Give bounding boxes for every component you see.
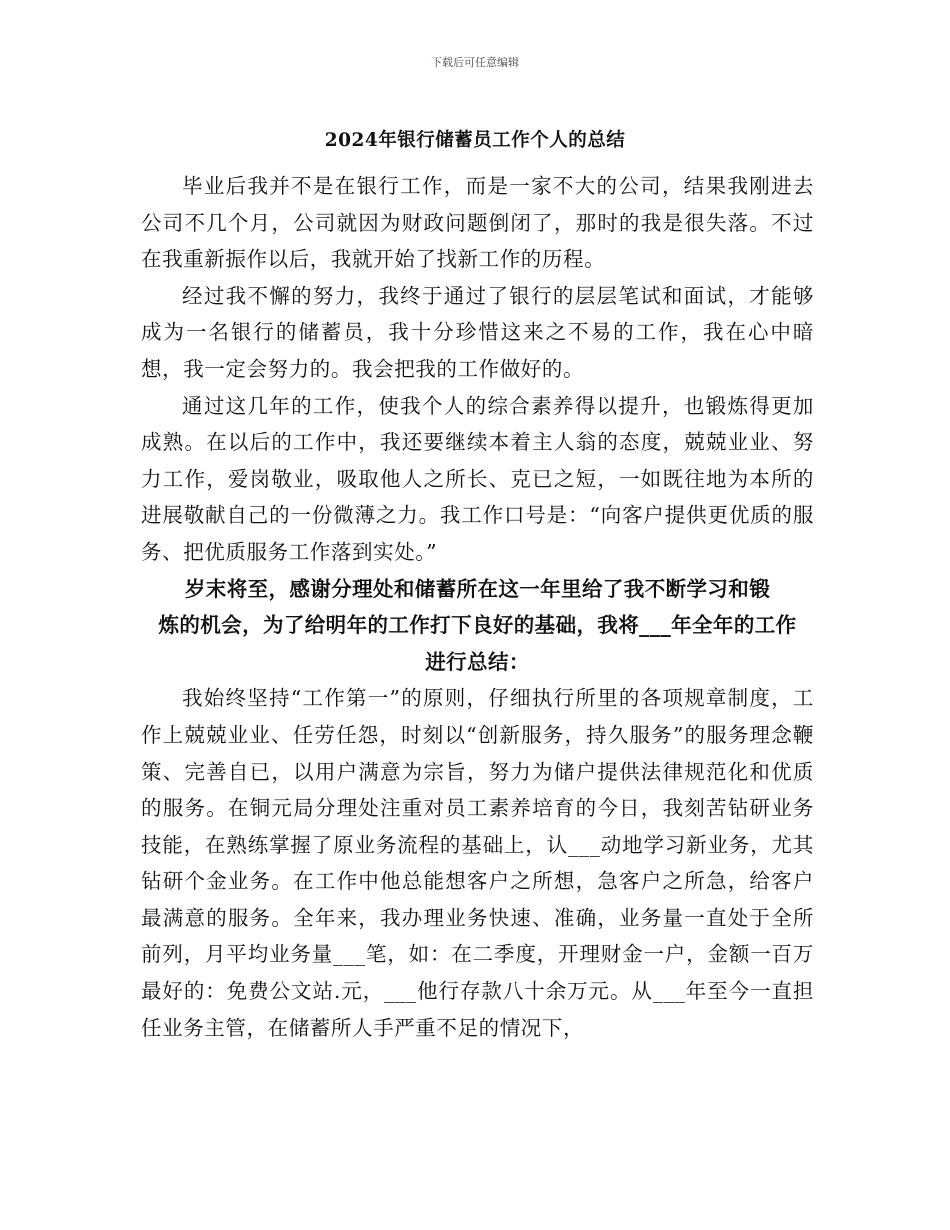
paragraph: 我始终坚持“工作第一”的原则，仔细执行所里的各项规章制度，工作上兢兢业业、任劳任怨，时刻以“创新服务，持久服务”的服务理念鞭策、完善自已，以用户满意为宗旨，努力为储户提供法律规范化和优质的服务。在铜元局分理处注重对员工素养培育的今日，我刻苦钻研业务技能，在熟练掌握了原业务流程的基础上，认___动地学习新业务，尤其钻研个金业务。在工作中他总能想客户之所想，急客户之所急，给客户最满意的服务。全年来，我办理业务快速、准确，业务量一直处于全所前列，月平均业务量___笔，如：在二季度，开理财金一户，金额一百万最好的：免费公文站.元，___他行存款八十余万元。从___年至今一直担任业务主管，在储蓄所人手严重不足的情况下， — [141, 686, 814, 1040]
document-title: 2024年银行储蓄员工作个人的总结 — [324, 130, 626, 151]
paragraph: 毕业后我并不是在银行工作，而是一家不大的公司，结果我刚进去公司不几个月，公司就因为财政问题倒闭了，那时的我是很失落。不过在我重新振作以后，我就开始了找新工作的历程。 — [141, 174, 814, 272]
paragraph: 经过我不懈的努力，我终于通过了银行的层层笔试和面试，才能够成为一名银行的储蓄员，我十分珍惜这来之不易的工作，我在心中暗想，我一定会努力的。我会把我的工作做好的。 — [141, 283, 814, 381]
bold-heading-line: 炼的机会，为了给明年的工作打下良好的基础，我将___年全年的工作 — [158, 613, 797, 638]
bold-heading-line: 进行总结： — [425, 649, 530, 674]
paragraph: 通过这几年的工作，使我个人的综合素养得以提升，也锻炼得更加成熟。在以后的工作中，我还要继续本着主人翁的态度，兢兢业业、努力工作，爱岗敬业，吸取他人之所长、克已之短，一如既往地为本所的进展敬献自己的一份微薄之力。我工作口号是：“向客户提供更优质的服务、把优质服务工作落到实处。” — [141, 393, 814, 564]
page-header-note: 下载后可任意编辑 — [431, 56, 519, 69]
bold-heading-line: 岁末将至，感谢分理处和储蓄所在这一年里给了我不断学习和锻 — [184, 576, 771, 601]
document-body — [141, 168, 814, 1046]
